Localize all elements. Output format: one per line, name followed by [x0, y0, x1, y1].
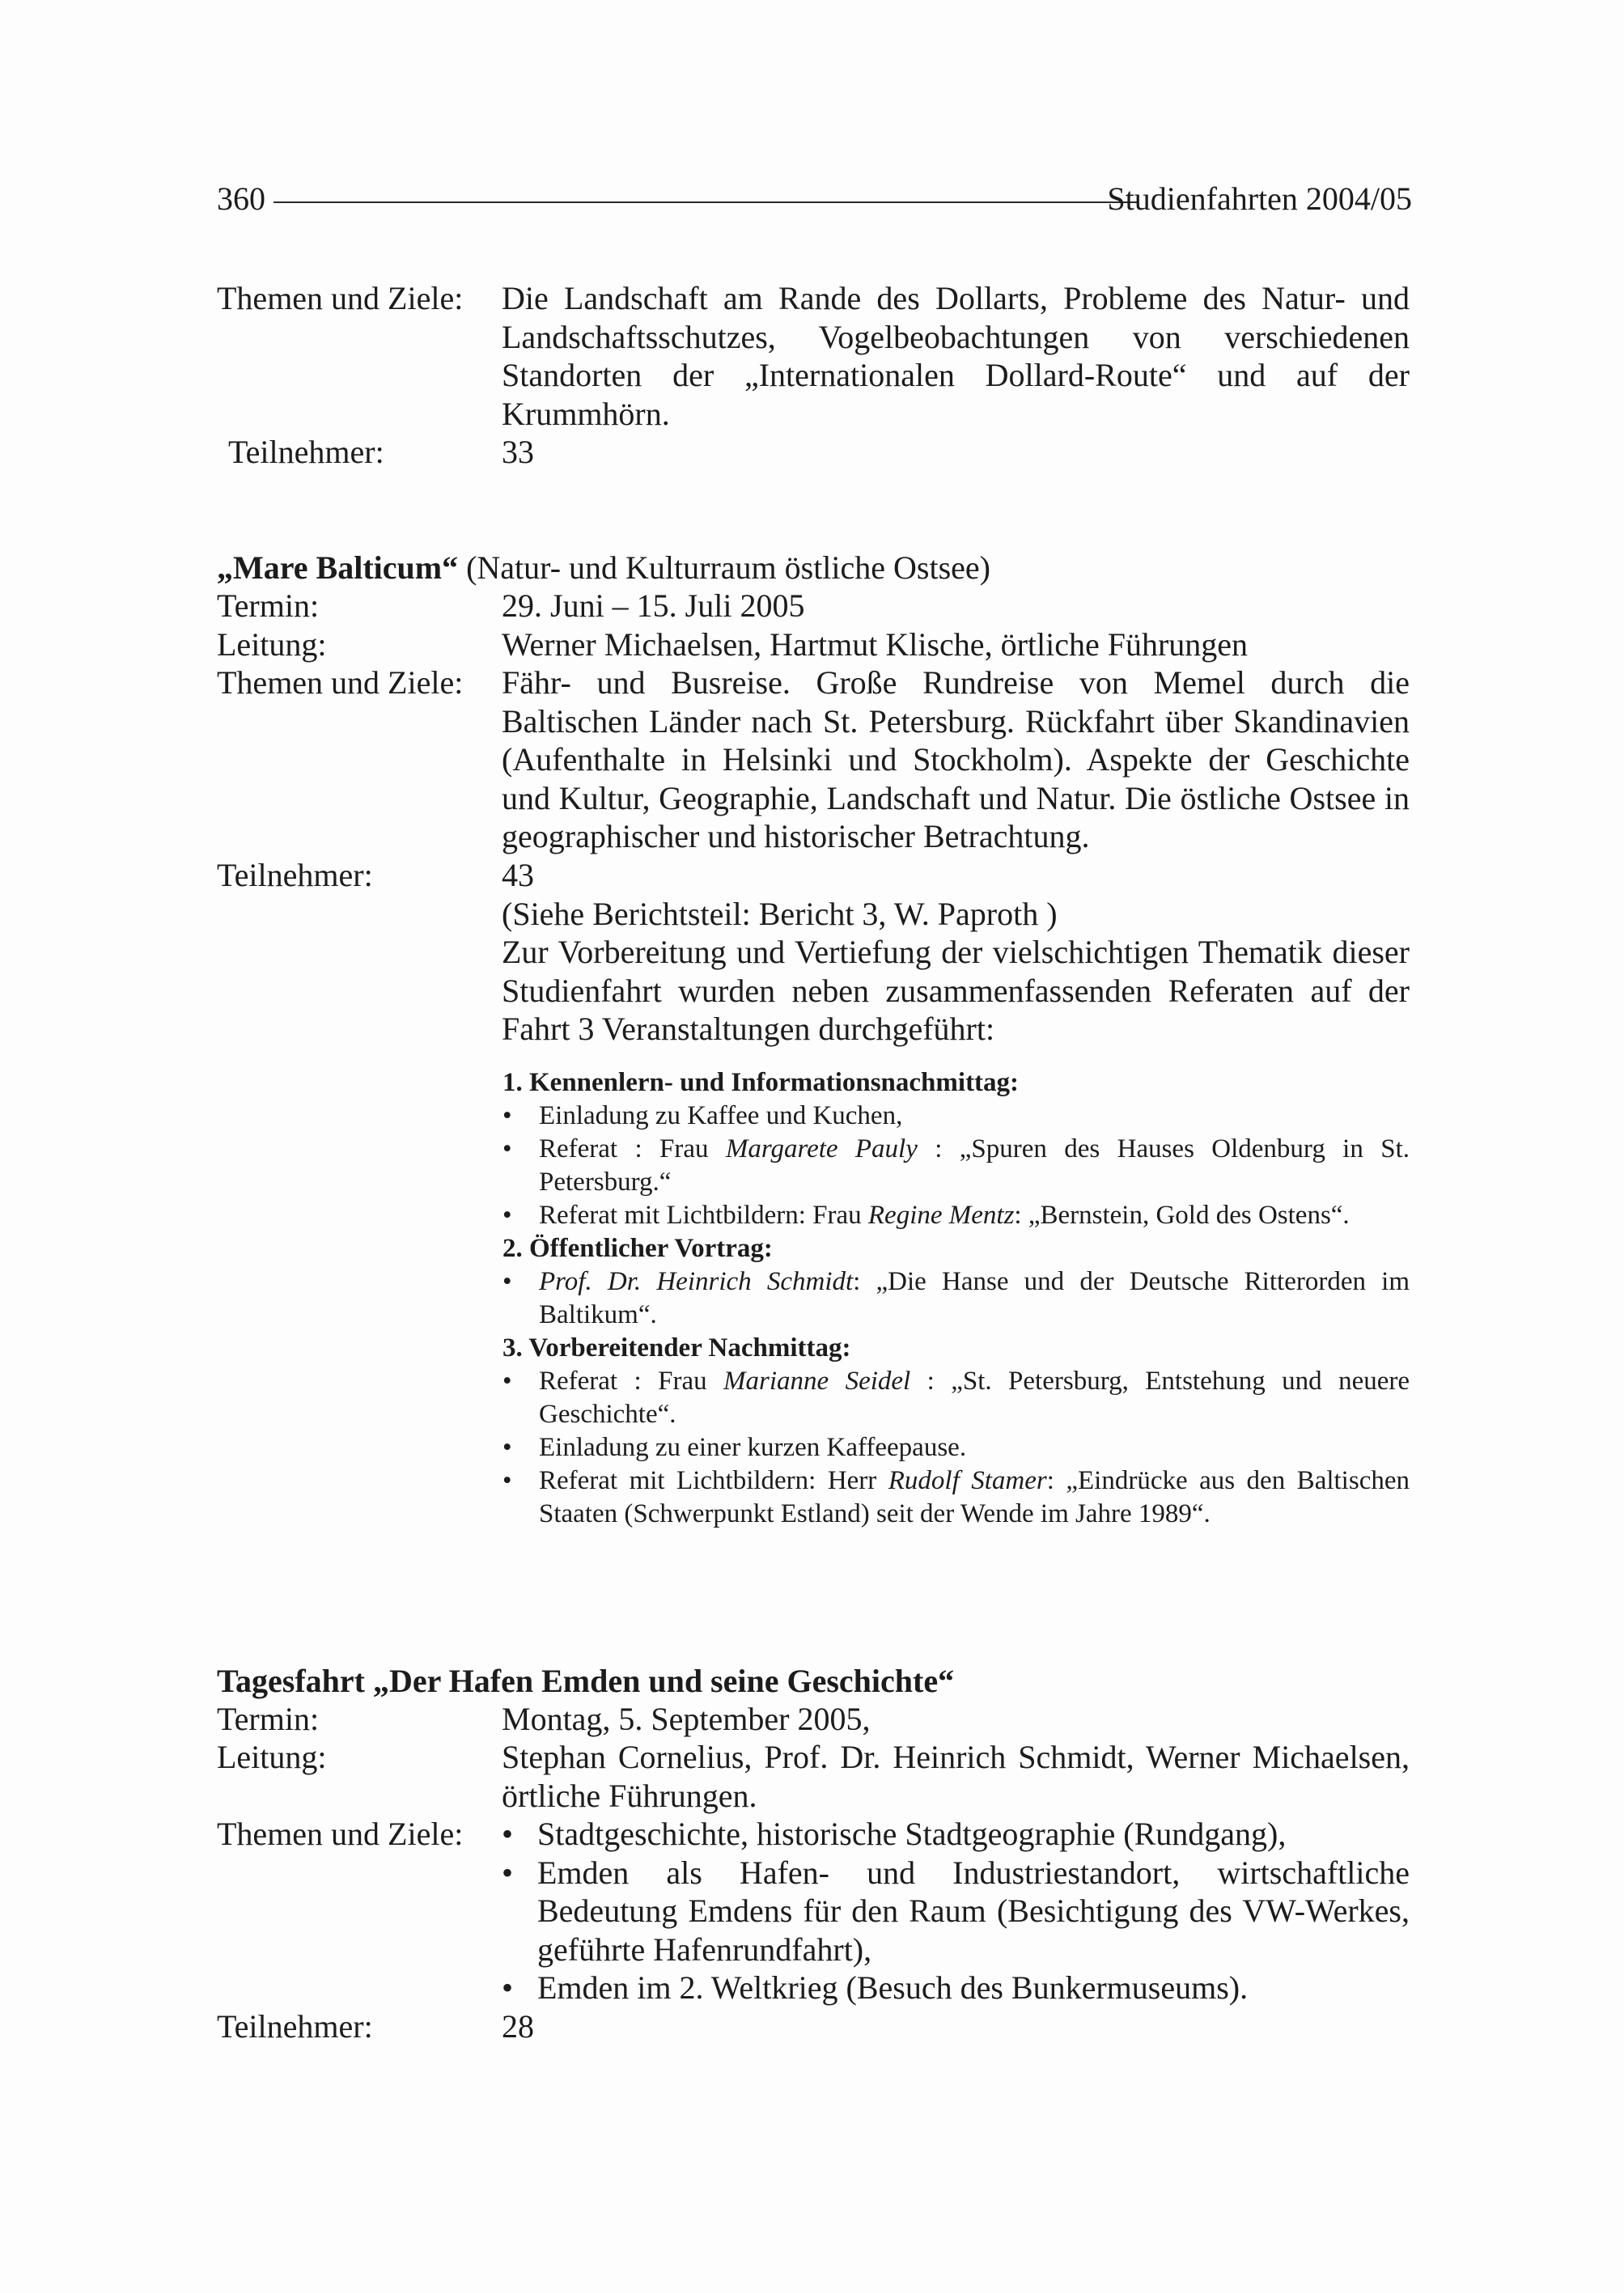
bullet-icon: • — [502, 1969, 514, 2006]
mare-leitung-label: Leitung: — [217, 626, 327, 663]
event-item — [502, 1464, 1410, 1531]
dollart-themen-label: Themen und Ziele: — [217, 280, 464, 316]
event-block-1 — [502, 1066, 1410, 1232]
speaker-name: Prof. Dr. Heinrich Schmidt — [539, 1267, 854, 1296]
bullet-icon: • — [502, 1854, 514, 1891]
mare-events-list — [502, 1066, 1410, 1531]
item-topic: : „St. Petersburg, Entstehung und neuere Geschichte“. — [539, 1367, 1410, 1429]
bullet-icon: • — [502, 1367, 512, 1396]
dollart-teilnehmer-label: Teilnehmer: — [228, 434, 384, 470]
event-block-2 — [502, 1232, 1410, 1332]
mare-leitung-value: Werner Michaelsen, Hartmut Klische, örtliche Führungen — [502, 626, 1249, 663]
speaker-name: Margarete Pauly — [725, 1134, 918, 1163]
event-item — [502, 1265, 1410, 1332]
mare-bericht-note: (Siehe Berichtsteil: Bericht 3, W. Paproth ) — [502, 896, 1058, 932]
item-text: Referat mit Lichtbildern: Herr — [539, 1466, 888, 1495]
mare-teilnehmer-value: 43 — [502, 857, 534, 893]
mare-termin-value: 29. Juni – 15. Juli 2005 — [502, 587, 805, 624]
item-topic: : „Eindrücke aus den Baltischen Staaten (Schwerpunkt Estland) seit der Wende im Jahre 1989“. — [539, 1466, 1410, 1528]
list-item-text: Emden als Hafen- und Industriestandort, wirtschaftliche Bedeutung Emdens für den Raum (Besichtigung des VW-Werkes, geführte Hafenrundfahrt), — [537, 1854, 1410, 1968]
event-heading: 2. Öffentlicher Vortrag: — [502, 1234, 773, 1263]
header-rule — [273, 201, 1137, 203]
emden-termin-label: Termin: — [217, 1701, 320, 1737]
emden-leitung-value: Stephan Cornelius, Prof. Dr. Heinrich Schmidt, Werner Michaelsen, örtliche Führungen. — [502, 1739, 1410, 1814]
emden-title: Tagesfahrt „Der Hafen Emden und seine Geschichte“ — [217, 1663, 955, 1699]
running-title: Studienfahrten 2004/05 — [1107, 180, 1412, 217]
list-item — [502, 1969, 1410, 2007]
running-header — [217, 176, 1412, 222]
item-topic: : „Die Hanse und der Deutsche Ritterorden im Baltikum“. — [539, 1267, 1410, 1329]
item-text: Referat mit Lichtbildern: Frau — [539, 1201, 868, 1230]
mare-vorbereitung-text: Zur Vorbereitung und Vertiefung der vielschichtigen Thematik dieser Studienfahrt wurden neben zusammenfassenden Referaten auf der Fahrt 3 Veranstaltungen durchgeführt: — [502, 934, 1410, 1047]
bullet-icon: • — [502, 1466, 512, 1495]
bullet-icon: • — [502, 1134, 512, 1163]
item-text: Einladung zu Kaffee und Kuchen, — [539, 1101, 903, 1130]
event-item — [502, 1431, 1410, 1464]
item-text: Referat : Frau — [539, 1367, 724, 1396]
list-item — [502, 1854, 1410, 1969]
item-text: Einladung zu einer kurzen Kaffeepause. — [539, 1433, 967, 1462]
event-item — [502, 1365, 1410, 1431]
event-item — [502, 1133, 1410, 1199]
bullet-icon: • — [502, 1267, 512, 1296]
page-number: 360 — [217, 180, 265, 217]
dollart-themen-text: Die Landschaft am Rande des Dollarts, Probleme des Natur- und Landschaftsschutzes, Vogelbeobachtungen von verschiedenen Standorten der „Internationalen Dollard-Route“ und auf der Krummhörn. — [502, 280, 1410, 432]
bullet-icon: • — [502, 1433, 512, 1462]
list-item-text: Emden im 2. Weltkrieg (Besuch des Bunkermuseums). — [537, 1969, 1249, 2006]
emden-themen-label: Themen und Ziele: — [217, 1816, 464, 1852]
event-item — [502, 1100, 1410, 1133]
event-item — [502, 1199, 1410, 1232]
mare-termin-label: Termin: — [217, 587, 320, 624]
item-topic: : „Bernstein, Gold des Ostens“. — [1014, 1201, 1350, 1230]
event-block-3 — [502, 1332, 1410, 1531]
mare-title-line — [217, 549, 1414, 587]
mare-teilnehmer-label: Teilnehmer: — [217, 857, 373, 893]
event-heading: 1. Kennenlern- und Informationsnachmittag: — [502, 1068, 1020, 1097]
emden-teilnehmer-label: Teilnehmer: — [217, 2008, 373, 2045]
bullet-icon: • — [502, 1816, 514, 1852]
item-topic: : „Spuren des Hauses Oldenburg in St. Petersburg.“ — [539, 1134, 1410, 1197]
emden-themen-list — [502, 1815, 1410, 2007]
speaker-name: Rudolf Stamer — [888, 1466, 1047, 1495]
bullet-icon: • — [502, 1201, 512, 1230]
emden-teilnehmer-value: 28 — [502, 2008, 534, 2045]
emden-leitung-label: Leitung: — [217, 1739, 327, 1775]
event-heading: 3. Vorbereitender Nachmittag: — [502, 1333, 851, 1363]
speaker-name: Marianne Seidel — [723, 1367, 911, 1396]
bullet-icon: • — [502, 1101, 512, 1130]
mare-title: „Mare Balticum“ — [217, 549, 459, 586]
speaker-name: Regine Mentz — [867, 1201, 1015, 1230]
mare-themen-label: Themen und Ziele: — [217, 664, 464, 701]
mare-themen-text: Fähr- und Busreise. Große Rundreise von Memel durch die Baltischen Länder nach St. Petersburg. Rückfahrt über Skandinavien (Aufenthalte in Helsinki und Stockholm). Aspekte der Geschichte und Kultur, Geographie, Landschaft und Natur. Die östliche Ostsee in geographischer und historischer Betrachtung. — [502, 664, 1410, 854]
list-item — [502, 1815, 1410, 1854]
emden-termin-value: Montag, 5. September 2005, — [502, 1701, 871, 1737]
list-item-text: Stadtgeschichte, historische Stadtgeographie (Rundgang), — [537, 1816, 1287, 1852]
item-text: Referat : Frau — [539, 1134, 726, 1163]
dollart-teilnehmer-value: 33 — [502, 434, 534, 470]
mare-subtitle: (Natur- und Kulturraum östliche Ostsee) — [466, 549, 991, 586]
